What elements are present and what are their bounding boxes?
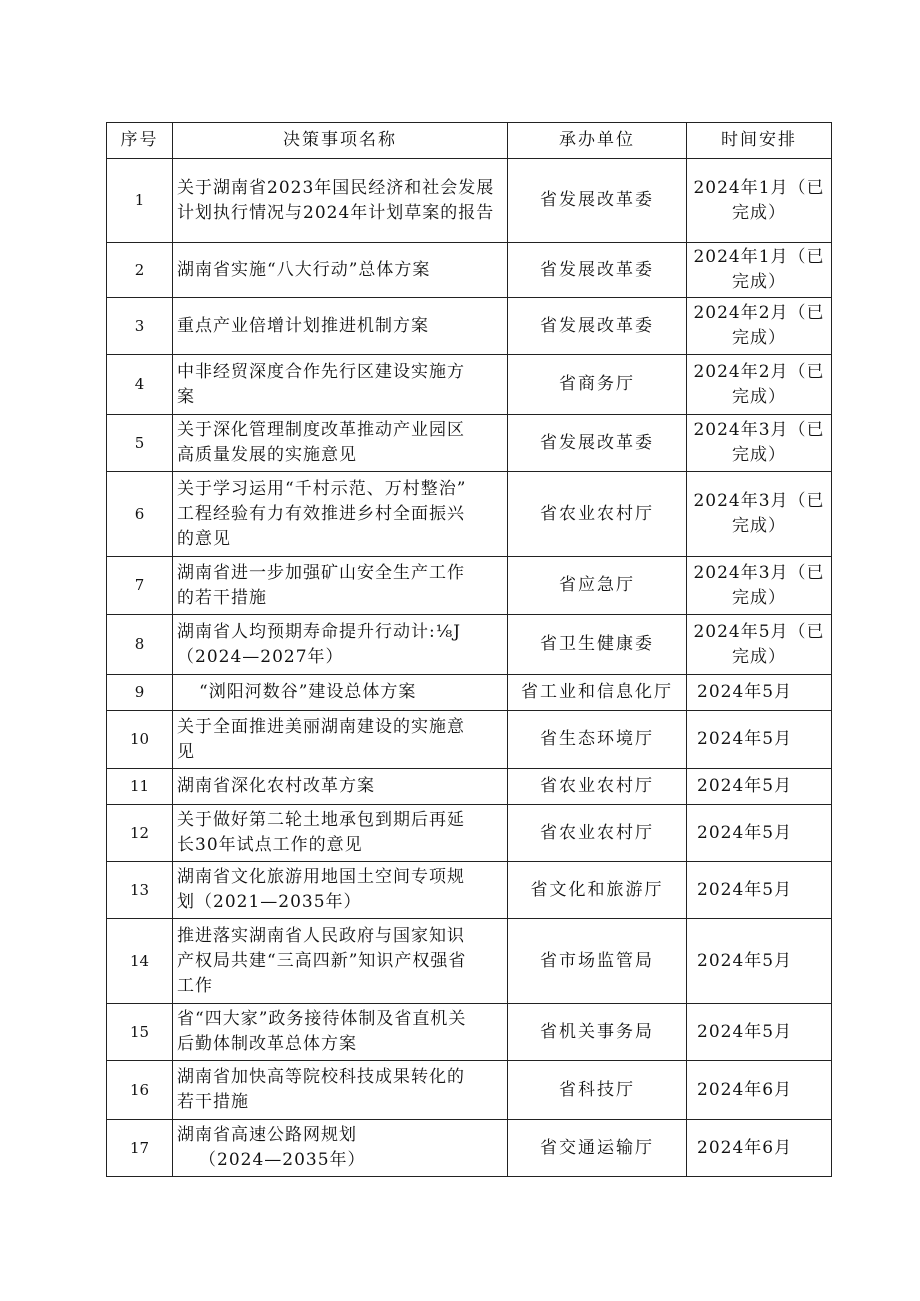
item-name-line: 案: [177, 386, 195, 407]
row-item-name: [173, 159, 508, 243]
row-schedule: [687, 415, 832, 472]
row-index: 11: [107, 769, 173, 805]
row-unit: 省商务厅: [508, 355, 687, 415]
schedule-line: 完成）: [732, 328, 786, 348]
item-name-line: 工程经验有力有效推进乡村全面振兴: [177, 503, 465, 524]
table-row: [107, 675, 832, 711]
table-row: [107, 1120, 832, 1177]
row-schedule: [687, 472, 832, 557]
row-index: 9: [107, 675, 173, 711]
row-schedule: [687, 355, 832, 415]
schedule-line: 2024年1月（已: [693, 177, 825, 198]
table-row: [107, 615, 832, 675]
row-schedule: [687, 243, 832, 298]
row-item-name: [173, 862, 508, 919]
row-index: 4: [107, 355, 173, 415]
row-index: 17: [107, 1120, 173, 1177]
row-schedule: [687, 1004, 832, 1061]
header-item-name: 决策事项名称: [173, 123, 508, 159]
table-row: [107, 1004, 832, 1061]
row-item-name: [173, 557, 508, 615]
row-index: 13: [107, 862, 173, 919]
item-name-line: 划（2021—2035年）: [177, 892, 362, 912]
schedule-line: 2024年6月: [697, 1137, 793, 1158]
row-unit: 省农业农村厅: [508, 805, 687, 862]
table-row: [107, 472, 832, 557]
row-item-name: [173, 1120, 508, 1177]
row-schedule: [687, 1061, 832, 1120]
row-unit: 省发展改革委: [508, 298, 687, 355]
header-schedule: 时间安排: [687, 123, 832, 159]
row-item-name: [173, 472, 508, 557]
schedule-line: 2024年1月（已: [693, 247, 825, 267]
row-schedule: [687, 919, 832, 1004]
row-item-name: [173, 615, 508, 675]
table-row: [107, 415, 832, 472]
row-unit: 省农业农村厅: [508, 769, 687, 805]
schedule-line: 2024年5月: [697, 950, 793, 971]
row-item-name: [173, 355, 508, 415]
schedule-line: 2024年5月: [697, 776, 793, 796]
item-name-line: 的若干措施: [177, 587, 267, 608]
item-name-line: “浏阳河数谷”建设总体方案: [199, 682, 417, 702]
item-name-line: 湖南省文化旅游用地国土空间专项规: [177, 867, 465, 887]
row-item-name: [173, 711, 508, 769]
item-name-line: 关于全面推进美丽湖南建设的实施意: [177, 716, 465, 737]
schedule-line: 2024年3月（已: [693, 420, 825, 440]
table-row: [107, 711, 832, 769]
schedule-line: 2024年3月（已: [693, 491, 825, 511]
row-unit: 省机关事务局: [508, 1004, 687, 1061]
item-name-line: 产权局共建“三高四新”知识产权强省: [177, 950, 467, 971]
item-name-line: 湖南省人均预期寿命提升行动计:⅛J: [177, 621, 462, 642]
decision-items-table: [106, 122, 832, 1177]
row-schedule: [687, 1120, 832, 1177]
table-row: [107, 769, 832, 805]
row-item-name: [173, 415, 508, 472]
schedule-line: 2024年5月（已: [693, 621, 825, 642]
table-row: [107, 557, 832, 615]
item-name-line: 中非经贸深度合作先行区建设实施方: [177, 361, 465, 382]
item-name-line: 关于深化管理制度改革推动产业园区: [177, 420, 465, 440]
schedule-line: 完成）: [732, 386, 786, 407]
table-row: [107, 159, 832, 243]
schedule-line: 2024年2月（已: [693, 303, 825, 323]
row-schedule: [687, 159, 832, 243]
row-schedule: [687, 862, 832, 919]
row-schedule: [687, 615, 832, 675]
row-schedule: [687, 805, 832, 862]
schedule-line: 完成）: [732, 202, 786, 223]
row-index: 15: [107, 1004, 173, 1061]
item-name-line: 后勤体制改革总体方案: [177, 1034, 357, 1054]
row-index: 5: [107, 415, 173, 472]
row-unit: 省科技厅: [508, 1061, 687, 1120]
table-header-row: [107, 123, 832, 159]
item-name-line: （2024—2035年）: [199, 1150, 366, 1170]
row-unit: 省工业和信息化厅: [508, 675, 687, 711]
schedule-line: 2024年3月（已: [693, 562, 825, 583]
row-index: 10: [107, 711, 173, 769]
row-unit: 省应急厅: [508, 557, 687, 615]
schedule-line: 2024年6月: [697, 1079, 793, 1100]
row-index: 2: [107, 243, 173, 298]
item-name-line: 高质量发展的实施意见: [177, 445, 357, 465]
item-name-line: （2024—2027年）: [177, 646, 344, 667]
item-name-line: 湖南省高速公路网规划: [177, 1125, 357, 1145]
row-index: 6: [107, 472, 173, 557]
table-row: [107, 298, 832, 355]
schedule-line: 2024年2月（已: [693, 361, 825, 382]
row-item-name: [173, 769, 508, 805]
row-index: 3: [107, 298, 173, 355]
row-item-name: [173, 1004, 508, 1061]
row-index: 1: [107, 159, 173, 243]
item-name-line: 关于湖南省2023年国民经济和社会发展: [177, 177, 495, 198]
row-unit: 省文化和旅游厅: [508, 862, 687, 919]
row-index: 8: [107, 615, 173, 675]
header-unit: 承办单位: [508, 123, 687, 159]
schedule-line: 完成）: [732, 272, 786, 292]
item-name-line: 关于做好第二轮土地承包到期后再延: [177, 810, 465, 830]
row-schedule: [687, 769, 832, 805]
row-unit: 省卫生健康委: [508, 615, 687, 675]
item-name-line: 关于学习运用“千村示范、万村整治”: [177, 478, 467, 499]
schedule-line: 2024年5月: [697, 822, 793, 843]
row-schedule: [687, 675, 832, 711]
row-item-name: [173, 675, 508, 711]
item-name-line: 若干措施: [177, 1092, 249, 1112]
row-unit: 省交通运输厅: [508, 1120, 687, 1177]
row-unit: 省生态环境厅: [508, 711, 687, 769]
table-row: [107, 805, 832, 862]
item-name-line: 长30年试点工作的意见: [177, 835, 363, 855]
item-name-line: 省“四大家”政务接待体制及省直机关: [177, 1009, 467, 1029]
item-name-line: 湖南省实施“八大行动”总体方案: [177, 259, 431, 280]
item-name-line: 计划执行情况与2024年计划草案的报告: [177, 202, 495, 223]
row-unit: 省发展改革委: [508, 415, 687, 472]
schedule-line: 完成）: [732, 587, 786, 608]
item-name-line: 湖南省加快高等院校科技成果转化的: [177, 1067, 465, 1087]
table-row: [107, 1061, 832, 1120]
table-row: [107, 355, 832, 415]
item-name-line: 的意见: [177, 528, 231, 549]
table-row: [107, 919, 832, 1004]
row-item-name: [173, 298, 508, 355]
row-unit: 省发展改革委: [508, 243, 687, 298]
item-name-line: 工作: [177, 975, 213, 996]
row-item-name: [173, 243, 508, 298]
row-schedule: [687, 298, 832, 355]
row-index: 16: [107, 1061, 173, 1120]
table-row: [107, 862, 832, 919]
schedule-line: 完成）: [732, 516, 786, 536]
row-index: 12: [107, 805, 173, 862]
row-index: 7: [107, 557, 173, 615]
row-unit: 省农业农村厅: [508, 472, 687, 557]
schedule-line: 完成）: [732, 646, 786, 667]
item-name-line: 湖南省进一步加强矿山安全生产工作: [177, 562, 465, 583]
item-name-line: 推进落实湖南省人民政府与国家知识: [177, 925, 465, 946]
row-index: 14: [107, 919, 173, 1004]
row-item-name: [173, 1061, 508, 1120]
row-item-name: [173, 805, 508, 862]
schedule-line: 2024年5月: [697, 879, 793, 900]
item-name-line: 见: [177, 741, 195, 762]
row-unit: 省市场监管局: [508, 919, 687, 1004]
row-schedule: [687, 557, 832, 615]
schedule-line: 2024年5月: [697, 1021, 793, 1042]
header-index: 序号: [107, 123, 173, 159]
row-schedule: [687, 711, 832, 769]
table-body: [107, 159, 832, 1177]
item-name-line: 湖南省深化农村改革方案: [177, 776, 375, 796]
table-row: [107, 243, 832, 298]
schedule-line: 完成）: [732, 445, 786, 465]
schedule-line: 2024年5月: [697, 729, 793, 749]
row-item-name: [173, 919, 508, 1004]
schedule-line: 2024年5月: [697, 682, 793, 702]
row-unit: 省发展改革委: [508, 159, 687, 243]
item-name-line: 重点产业倍增计划推进机制方案: [177, 315, 429, 336]
